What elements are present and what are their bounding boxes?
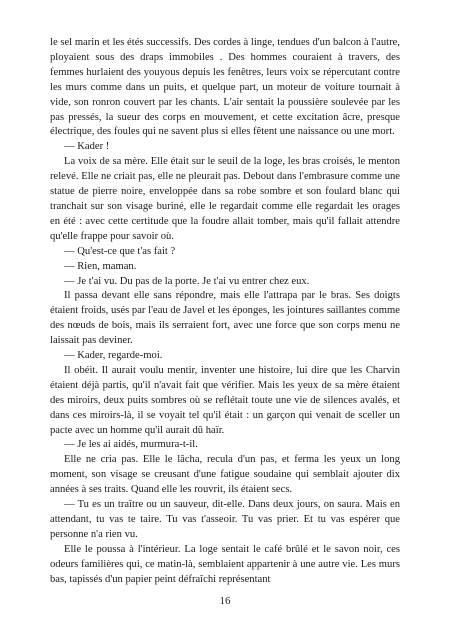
dialogue-line: — Qu'est-ce que t'as fait ?: [64, 245, 176, 257]
page-body: [50, 36, 400, 588]
paragraph: Il passa devant elle sans répondre, mais elle l'attrapa par le bras. Ses doigts étaient froids, usés par l'eau de Javel et les éponges, les jointures saillantes comme des nœuds de bois, mais ils serraient fort, avec une force que son corps menu ne laissait pas deviner.: [50, 290, 400, 347]
paragraph: Elle le poussa à l'intérieur. La loge sentait le café brûlé et le savon noir, ces odeurs familières qui, ce matin-là, semblaient appartenir à une autre vie. Les murs bas, tapissés d'un papier peint défraîchi représentant: [50, 543, 400, 585]
dialogue-line: — Rien, maman.: [64, 260, 137, 272]
paragraph: La voix de sa mère. Elle était sur le seuil de la loge, les bras croisés, le menton relevé. Elle ne criait pas, elle ne pleurait pas. Debout dans l'embrasure comme une statue de pierre noire, enveloppée dans sa robe sombre et son foulard blanc qui tranchait sur son visage buriné, elle le regardait comme elle regardait les orages en été : avec cette certitude que la foudre allait tomber, mais qu'il fallait attendre qu'elle frappe pour savoir où.: [50, 156, 400, 242]
dialogue-line: — Kader !: [64, 141, 110, 153]
page-number: 16: [219, 595, 231, 607]
dialogue-line: — Je t'ai vu. Du pas de la porte. Je t'ai vu entrer chez eux.: [64, 275, 310, 287]
dialogue-paragraph: — Tu es un traître ou un sauveur, dit-elle. Dans deux jours, on saura. Mais en attendant, tu vas te taire. Tu vas t'asseoir. Tu vas prier. Et tu vas espérer que personne n'a rien vu.: [50, 499, 400, 540]
dialogue-line: — Kader, regarde-moi.: [64, 350, 163, 362]
paragraph: Elle ne cria pas. Elle le lâcha, recula d'un pas, et ferma les yeux un long moment, son visage se creusant d'une fatigue soudaine qui semblait ajouter dix années à ses traits. Quand elle les rouvrit, ils étaient secs.: [50, 454, 400, 496]
dialogue-line: — Je les ai aidés, murmura-t-il.: [64, 439, 198, 451]
paragraph: le sel marin et les étés successifs. Des cordes à linge, tendues d'un balcon à l'autre, ployaient sous des draps immobiles . Des hommes couraient à travers, des femmes hurlaient des youyous depuis les fenêtres, leurs voix se répercutant contre les murs comme dans un puits, et quelque part, un moteur de voiture tournait à vide, son ronron couvert par les chants. L'air sentait la poussière soulevée par les pas pressés, la sueur des corps en mouvement, et cette excitation âcre, presque électrique, des foules qui ne savent plus si elles fêtent une naissance ou une mort.: [50, 37, 400, 138]
paragraph: Il obéit. Il aurait voulu mentir, inventer une histoire, lui dire que les Charvin étaient déjà partis, qu'il n'avait fait que vérifier. Mais les yeux de sa mère étaient des miroirs, deux puits sombres où se reflétait toute une vie de silences avalés, et dans ces miroirs-là, il se voyait tel qu'il était : un garçon qui venait de sceller un pacte avec un homme qu'il aurait dû haïr.: [50, 364, 400, 436]
